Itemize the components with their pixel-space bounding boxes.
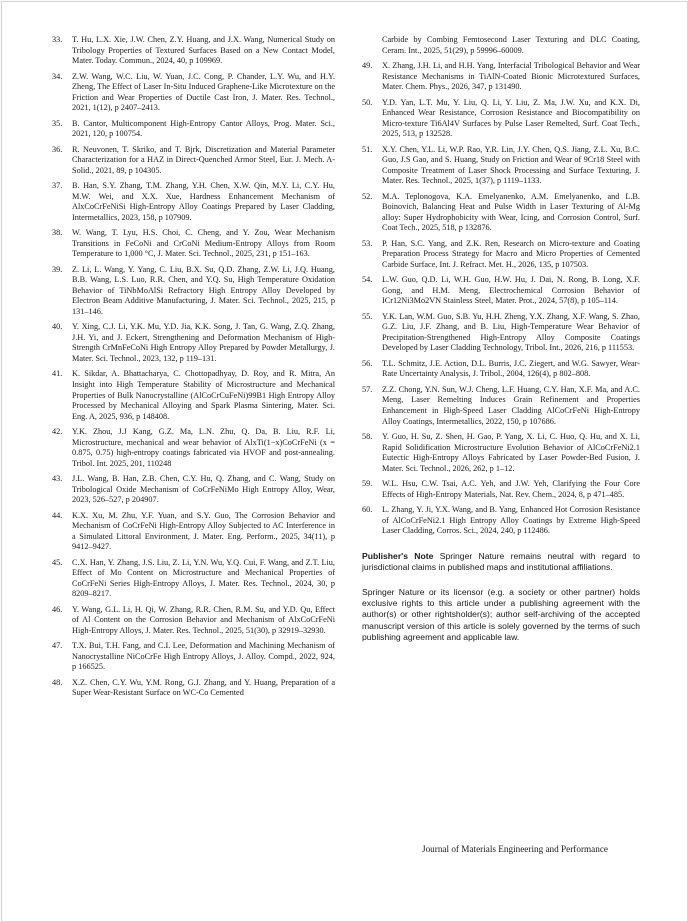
reference-number: 37. bbox=[52, 181, 63, 191]
rights-statement: Springer Nature or its licensor (e.g. a society or other partner) holds exclusive rights to this article under a publishing agreement with the author(s) or other rightsholder(s); author self-archiving of the accepted manuscript version of this article is solely governed by the terms of such publishing agreement and applicable law. bbox=[362, 587, 640, 642]
reference-text: R. Neuvonen, T. Skriko, and T. Bjrk, Discretization and Material Parameter Characterization for a HAZ in Direct-Quenched Armor Steel, Eur. J. Mech. A-Solid., 2021, 89, p 104305. bbox=[72, 144, 335, 175]
reference-number: 55. bbox=[362, 311, 373, 321]
reference-text: T.L. Schmitz, J.E. Action, D.L. Burris, J.C. Ziegert, and W.G. Sawyer, Wear-Rate Uncertainty Analysis, J. Tribol., 2004, 126(4), p 802–808. bbox=[382, 358, 640, 379]
publisher-note bbox=[362, 551, 640, 573]
reference-number: 58. bbox=[362, 431, 373, 441]
reference-item bbox=[52, 605, 335, 637]
reference-item bbox=[52, 322, 335, 364]
reference-text: Y.D. Yan, L.T. Mu, Y. Liu, Q. Li, Y. Liu, Z. Ma, J.W. Xu, and K.X. Di, Enhanced Wear Resistance, Corrosion Resistance and Biocompatibility on Micro-texture Ti6Al4V Surfaces by Pulse Laser Remelted, Surf. Coat Tech., 2025, 513, p 132528. bbox=[382, 97, 640, 139]
reference-number: 57. bbox=[362, 384, 373, 394]
reference-item bbox=[362, 359, 640, 380]
reference-number: 42. bbox=[52, 427, 63, 437]
reference-number: 51. bbox=[362, 144, 373, 154]
reference-text: L.W. Guo, Q.D. Li, W.H. Guo, H.W. Hu, J. Dai, N. Rong, B. Long, X.F. Gong, and H.M. Meng, Electrochemical Corrosion Behavior of ICr12Ni3Mo2VN Stainless Steel, Mater. Prot., 2024, 57(8), p 105–114. bbox=[382, 275, 640, 306]
reference-text: Y. Wang, G.L. Li, H. Qi, W. Zhang, R.R. Chen, R.M. Su, and Y.D. Qu, Effect of Al Content on the Corrosion Behavior and Mechanism of AlxCoCrFeNi High-Entropy Alloys, J. Mater. Res. Technol., 2025, 51(30), p 32919–32930. bbox=[72, 604, 335, 635]
reference-number: 54. bbox=[362, 275, 373, 285]
reference-item bbox=[52, 72, 335, 114]
reference-number: 50. bbox=[362, 97, 373, 107]
reference-number: 40. bbox=[52, 322, 63, 332]
reference-item bbox=[362, 385, 640, 427]
reference-number: 56. bbox=[362, 358, 373, 368]
reference-number: 36. bbox=[52, 144, 63, 154]
page bbox=[1, 1, 688, 922]
reference-item bbox=[52, 427, 335, 469]
reference-number: 39. bbox=[52, 264, 63, 274]
reference-item bbox=[52, 678, 335, 699]
reference-text: Y. Xing, C.J. Li, Y.K. Mu, Y.D. Jia, K.K. Song, J. Tan, G. Wang, Z.Q. Zhang, J.H. Yi, and J. Eckert, Strengthening and Deformation Mechanism of High-Strength CrMnFeCoNi High Entropy Alloy Prepared by Powder Metallurgy, J. Mater. Sci. Technol., 2023, 132, p 119–131. bbox=[72, 322, 335, 363]
reference-text: X. Zhang, J.H. Li, and H.H. Yang, Interfacial Tribological Behavior and Wear Resistance Mechanisms in TiAlN-Coated Bionic Microtextured Surfaces, Mater. Chem. Phys., 2026, 347, p 131490. bbox=[382, 60, 640, 92]
publisher-note-label: Publisher's Note bbox=[362, 550, 434, 561]
reference-item bbox=[52, 228, 335, 260]
publisher-note-text: Springer Nature remains neutral with regard to jurisdictional claims in published maps and institutional affiliations. bbox=[362, 550, 641, 572]
reference-text: M.A. Teplonogova, K.A. Emelyanenko, A.M. Emelyanenko, and L.B. Boinovich, Balancing Heat and Pulse Width in Laser Texturing of Al-Mg alloy: Super Hydrophobicity with Wear, Icing, and Corrosion Control, Surf. Coat Tech., 2025, 518, p 132876. bbox=[382, 191, 640, 233]
reference-item bbox=[52, 181, 335, 223]
reference-item bbox=[52, 265, 335, 318]
reference-text: J.L. Wang, B. Han, Z.B. Chen, C.Y. Hu, Q. Zhang, and C. Wang, Study on Tribological Oxide Mechanism of CoCrFeNiMo High Entropy Alloy, Wear, 2023, 526–527, p 204907. bbox=[72, 474, 335, 505]
reference-item bbox=[52, 641, 335, 673]
reference-item bbox=[52, 511, 335, 553]
reference-item bbox=[362, 239, 640, 271]
reference-number: 43. bbox=[52, 474, 63, 484]
reference-item bbox=[362, 145, 640, 187]
reference-item bbox=[362, 479, 640, 500]
reference-text: T. Hu, L.X. Xie, J.W. Chen, Z.Y. Huang, and J.X. Wang, Numerical Study on Tribology Properties of Textured Surfaces Based on a New Contact Model, Mater. Today. Commun., 2024, 40, p 109969. bbox=[72, 35, 335, 66]
reference-item bbox=[362, 312, 640, 354]
reference-number: 52. bbox=[362, 191, 373, 201]
reference-item bbox=[52, 35, 335, 67]
reference-number: 48. bbox=[52, 677, 63, 687]
references-right-column bbox=[362, 35, 640, 643]
reference-text: X.Y. Chen, Y.L. Li, W.P. Rao, Y.R. Lin, J.Y. Chen, Q.S. Jiang, Z.L. Xu, B.C. Guo, J.S Gao, and S. Huang, Study on Friction and Wear of 9Cr18 Steel with Composite Treatment of Laser Shock Processing and Surface Texturing, J. Mater. Res. Technol., 2025, 1(37), p 1119–1133. bbox=[382, 144, 640, 186]
reference-item bbox=[362, 98, 640, 140]
references-left-column bbox=[52, 35, 335, 704]
reference-text: B. Han, S.Y. Zhang, T.M. Zhang, Y.H. Chen, X.W. Qin, M.Y. Li, C.Y. Hu, M.W. Wei, and X.X. Xue, Hardness Enhancement Mechanism of AlxCoCrFeNiSi High-Entropy Alloy Coatings Prepared by Laser Cladding, Intermetallics, 2023, 158, p 107909. bbox=[72, 181, 335, 222]
reference-text: K. Sikdar, A. Bhattacharya, C. Chottopadhyay, D. Roy, and R. Mitra, An Insight into High Temperature Stability of Microstructure and Mechanical Properties of Bulk Nanocrystalline (AlCoCrCuFeNi)99B1 High Entropy Alloy Processed by Mechanical Alloying and Spark Plasma Sintering, Mater. Sci. Eng. A, 2025, 936, p 148408. bbox=[72, 369, 335, 421]
reference-text: Z.W. Wang, W.C. Liu, W. Yuan, J.C. Cong, P. Chander, L.Y. Wu, and H.Y. Zheng, The Effect of Laser In-Situ Induced Graphene-Like Microtexture on the Friction and Wear Properties of Ductile Cast Iron, J. Mater. Res. Technol., 2021, 1(12), p 2407–2413. bbox=[72, 71, 335, 113]
reference-item bbox=[362, 35, 640, 56]
reference-number: 47. bbox=[52, 641, 63, 651]
reference-text: K.X. Xu, M. Zhu, Y.F. Yuan, and S.Y. Guo, The Corrosion Behavior and Mechanism of CoCrFeNi High-Entropy Alloy Subjected to AC Interference in a Simulated Littoral Environment, J. Mater. Eng. Perform., 2025, 34(11), p 9412–9427. bbox=[72, 510, 335, 552]
reference-number: 45. bbox=[52, 557, 63, 567]
reference-text: W. Wang, T. Lyu, H.S. Choi, C. Cheng, and Y. Zou, Wear Mechanism Transitions in FeCoNi and CrCoNi Medium-Entropy Alloys from Room Temperature to 1,000 °C, J. Mater. Sci. Technol., 2025, 231, p 151–163. bbox=[72, 228, 335, 259]
reference-text: Carbide by Combing Femtosecond Laser Texturing and DLC Coating, Ceram. Int., 2025, 51(29), p 59996–60009. bbox=[382, 35, 640, 55]
reference-number: 53. bbox=[362, 238, 373, 248]
journal-footer: Journal of Materials Engineering and Performance bbox=[422, 844, 608, 854]
reference-number bbox=[362, 35, 382, 56]
reference-text: Z.Z. Chong, Y.N. Sun, W.J. Cheng, L.F. Huang, C.Y. Han, X.F. Ma, and A.C. Meng, Laser Remelting Induces Grain Refinement and Properties Enhancement in High-Speed Laser Cladding AlCoCrFeNi High-Entropy Alloy Coatings, Intermetallics, 2022, 150, p 107686. bbox=[382, 384, 640, 426]
reference-text: C.X. Han, Y. Zhang, J.S. Liu, Z. Li, Y.N. Wu, Y.Q. Cui, F. Wang, and Z.T. Liu, Effect of Mo Content on Microstructure and Mechanical Properties of CoCrFeNi Series High-Entropy Alloys, J. Mater. Res. Technol., 2024, 30, p 8209–8217. bbox=[72, 557, 335, 599]
reference-number: 35. bbox=[52, 118, 63, 128]
reference-item bbox=[52, 145, 335, 177]
reference-number: 60. bbox=[362, 505, 373, 515]
reference-number: 59. bbox=[362, 479, 373, 489]
reference-text: L. Zhang, Y. Ji, Y.X. Wang, and B. Yang, Enhanced Hot Corrosion Resistance of AlCoCrFeNi2.1 High Entropy Alloy Coatings by Extreme High-Speed Laser Cladding, Corros. Sci., 2024, 240, p 112486. bbox=[382, 505, 640, 536]
reference-text: Y. Guo, H. Su, Z. Shen, H. Gao, P. Yang, X. Li, C. Huo, Q. Hu, and X. Li, Rapid Solidification Microstructure Evolution Behavior of AlCoCrFeNi2.1 Eutectic High-Entropy Alloys Fabricated by Laser Powder-Bed Fusion, J. Mater. Sci. Technol., 2026, 262, p 1–12. bbox=[382, 431, 640, 473]
reference-number: 38. bbox=[52, 228, 63, 238]
reference-text: T.X. Bui, T.H. Fang, and C.I. Lee, Deformation and Machining Mechanism of Nanocrystalline NiCoCrFe High Entropy Alloys, J. Alloy. Compd., 2022, 924, p 166525. bbox=[72, 641, 335, 672]
reference-number: 41. bbox=[52, 369, 63, 379]
reference-item bbox=[52, 119, 335, 140]
reference-text: Y.K. Zhou, J.J Kang, G.Z. Ma, L.N. Zhu, Q. Da, B. Liu, R.F. Li, Microstructure, mechanical and wear behavior of AlxTi(1−x)CoCrFeNi (x = 0.875, 0.75) high-entropy coatings fabricated via HVOF and post-annealing. Tribol. Int. 2025, 201, 110248 bbox=[72, 427, 335, 468]
reference-item bbox=[362, 275, 640, 307]
reference-number: 46. bbox=[52, 604, 63, 614]
reference-text: X.Z. Chen, C.Y. Wu, Y.M. Rong, G.J. Zhang, and Y. Huang, Preparation of a Super Wear-Resistant Surface on WC-Co Cemented bbox=[72, 677, 335, 698]
reference-text: W.L. Hsu, C.W. Tsai, A.C. Yeh, and J.W. Yeh, Clarifying the Four Core Effects of High-Entropy Materials, Nat. Rev. Chem., 2024, 8, p 471–485. bbox=[382, 479, 640, 499]
reference-number: 44. bbox=[52, 510, 63, 520]
reference-item bbox=[52, 558, 335, 600]
reference-number: 49. bbox=[362, 60, 373, 70]
reference-item bbox=[362, 505, 640, 537]
reference-number: 33. bbox=[52, 35, 63, 44]
reference-item bbox=[362, 192, 640, 234]
reference-item bbox=[52, 369, 335, 422]
reference-item bbox=[362, 432, 640, 474]
reference-item bbox=[52, 474, 335, 506]
reference-text: Y.K. Lan, W.M. Guo, S.B. Yu, H.H. Zheng, Y.X. Zhang, X.F. Wang, S. Zhao, G.Z. Liu, J.F. Zhang, and B. Liu, High-Temperature Wear Behavior of Precipitation-Strengthened High-Entropy Alloy Composite Coatings Developed by Laser Cladding Technology, Tribol. Int., 2026, 216, p 111553. bbox=[382, 311, 640, 353]
reference-text: P. Han, S.C. Yang, and Z.K. Ren, Research on Micro-texture and Coating Preparation Process Strategy for Macro and Micro Properties of Cemented Carbide Surface, Int. J. Refract. Met. H., 2026, 135, p 107503. bbox=[382, 238, 640, 269]
reference-text: B. Cantor, Multicomponent High-Entropy Cantor Alloys, Prog. Mater. Sci., 2021, 120, p 100754. bbox=[72, 118, 335, 139]
reference-text: Z. Li, L. Wang, Y. Yang, C. Liu, B.X. Su, Q.D. Zhang, Z.W. Li, J.Q. Huang, B.B. Wang, L.S. Luo, R.R. Chen, and Y.Q. Su, High Temperature Oxidation Behavior of TiNbMoAlSi Refractory High Entropy Alloy Developed by Electron Beam Additive Manufacturing, J. Mater. Sci. Technol., 2025, 215, p 131–146. bbox=[72, 264, 335, 316]
reference-item bbox=[362, 61, 640, 93]
reference-number: 34. bbox=[52, 71, 63, 81]
